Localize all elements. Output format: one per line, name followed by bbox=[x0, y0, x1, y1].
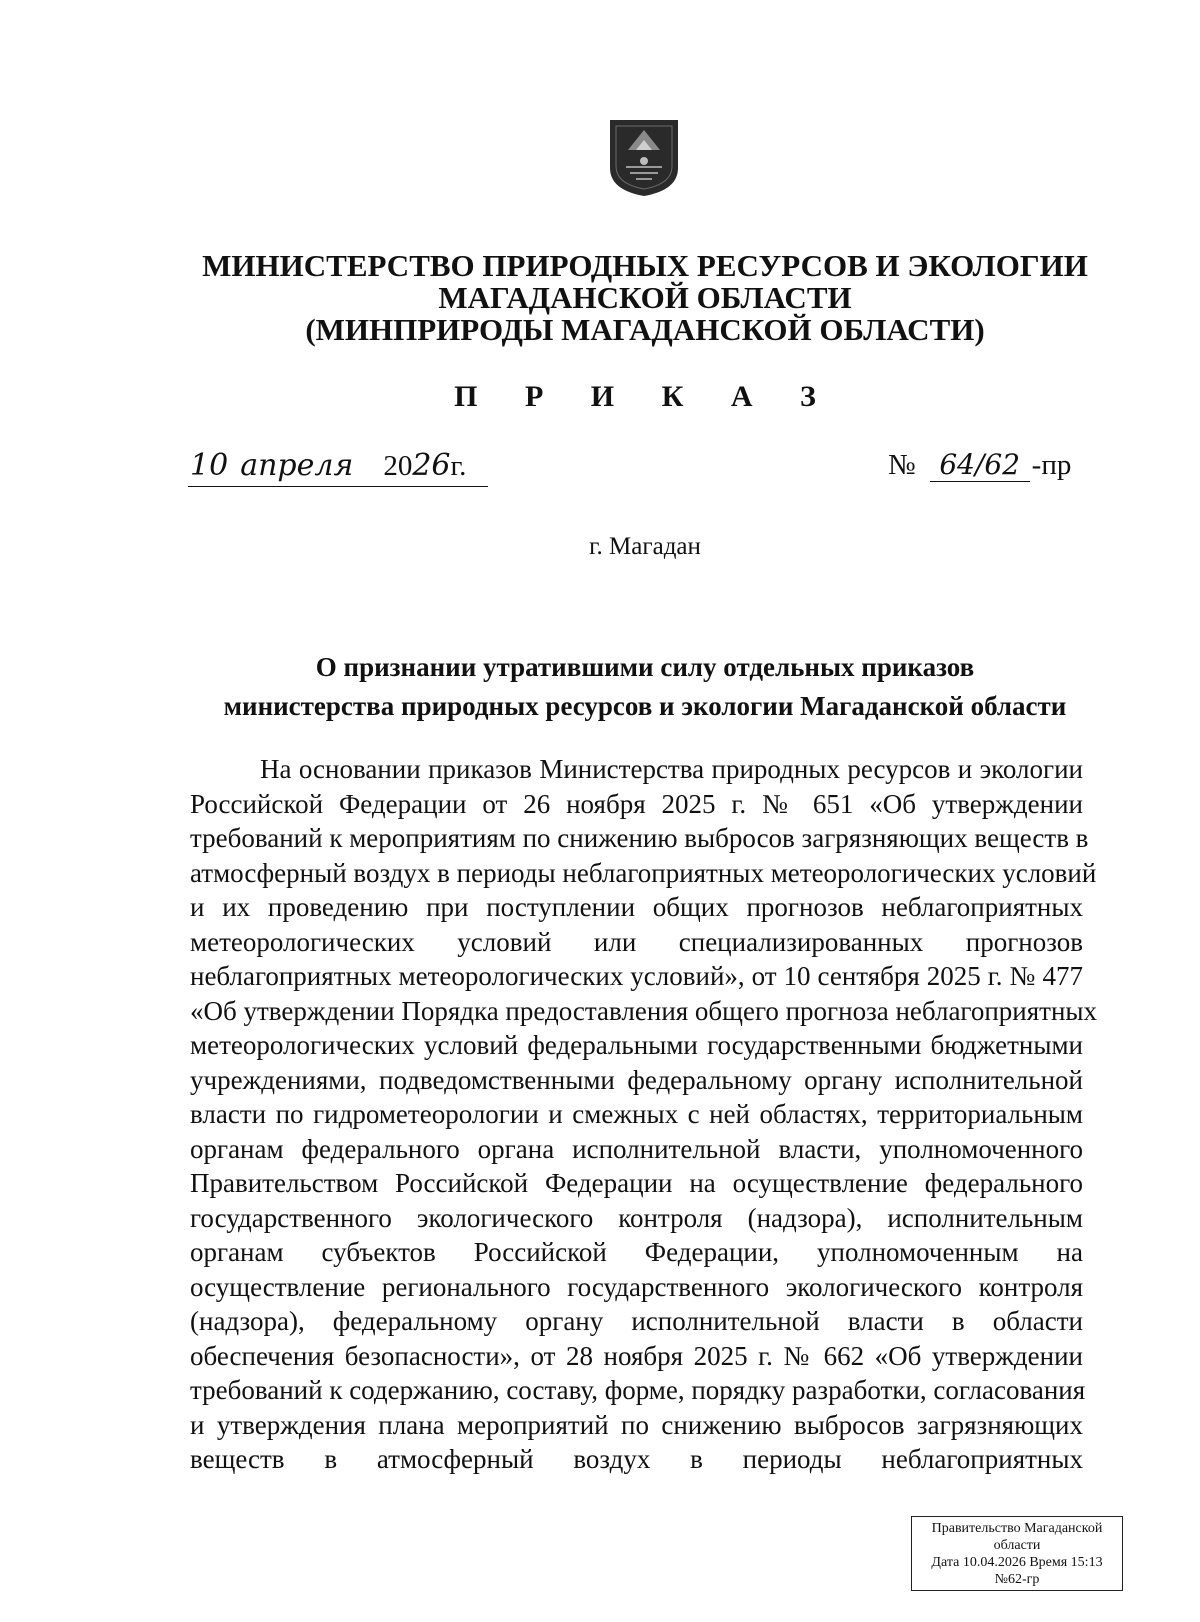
order-title bbox=[0, 648, 1200, 726]
ministry-line: МАГАДАНСКОЙ ОБЛАСТИ bbox=[438, 280, 852, 315]
body-line: «Об утверждении Порядка предоставления общего прогноза неблагоприятных bbox=[190, 995, 1098, 1026]
body-line: осуществление регионального государственного экологического контроля bbox=[190, 1271, 1083, 1302]
stamp-line: области bbox=[993, 1538, 1041, 1553]
date-year-prefix: 20 bbox=[383, 450, 413, 482]
body-line: и утверждения плана мероприятий по снижению выбросов загрязняющих bbox=[190, 1409, 1083, 1440]
body-line: учреждениями, подведомственными федеральному органу исполнительной bbox=[190, 1064, 1083, 1095]
body-line: власти по гидрометеорологии и смежных с ней областях, территориальным bbox=[190, 1099, 1083, 1129]
body-line: метеорологических условий или специализированных прогнозов bbox=[190, 926, 1083, 957]
body-line: метеорологических условий федеральными государственными бюджетными bbox=[190, 1030, 1083, 1060]
body-line: На основании приказов Министерства природных ресурсов и экологии bbox=[260, 754, 1083, 784]
body-line: государственного экологического контроля (надзора), исполнительным bbox=[190, 1202, 1083, 1233]
date-underline bbox=[188, 486, 488, 487]
registration-stamp bbox=[911, 1516, 1123, 1591]
stamp-line: Дата 10.04.2026 Время 15:13 bbox=[931, 1555, 1103, 1570]
stamp-line: №62-гр bbox=[994, 1572, 1040, 1587]
ministry-line: (МИНПРИРОДЫ МАГАДАНСКОЙ ОБЛАСТИ) bbox=[305, 312, 985, 347]
body-line: веществ в атмосферный воздух в периоды неблагоприятных bbox=[190, 1444, 1083, 1474]
body-line: органам субъектов Российской Федерации, уполномоченным на bbox=[190, 1237, 1083, 1267]
body-line: неблагоприятных метеорологических условий», от 10 сентября 2025 г. № 477 bbox=[190, 961, 1083, 991]
number-suffix: -пр bbox=[1031, 449, 1072, 481]
body-line: требований к мероприятиям по снижению выбросов загрязняющих веществ в bbox=[190, 823, 1089, 853]
coat-of-arms-emblem bbox=[606, 116, 682, 198]
stamp-line: Правительство Магаданской bbox=[931, 1521, 1103, 1536]
city-location: г. Магадан bbox=[589, 533, 701, 560]
number-value: 64/62 bbox=[930, 448, 1030, 482]
body-line: органам федерального органа исполнительной власти, уполномоченного bbox=[190, 1133, 1083, 1164]
document-type: П Р И К А З bbox=[454, 380, 836, 413]
date-month: апреля bbox=[240, 448, 354, 483]
order-date bbox=[190, 448, 495, 483]
date-day: 10 bbox=[190, 448, 229, 483]
ministry-header bbox=[0, 250, 1200, 346]
ministry-line: МИНИСТЕРСТВО ПРИРОДНЫХ РЕСУРСОВ И ЭКОЛОГИИ bbox=[202, 248, 1088, 283]
order-body bbox=[190, 752, 1098, 1477]
body-line: Российской Федерации от 26 ноября 2025 г. № 651 «Об утверждении bbox=[190, 788, 1083, 819]
body-line: требований к содержанию, составу, форме, порядку разработки, согласования bbox=[190, 1375, 1086, 1405]
body-line: Правительством Российской Федерации на осуществление федерального bbox=[190, 1168, 1083, 1198]
body-line: (надзора), федеральному органу исполнительной власти в области bbox=[190, 1306, 1083, 1336]
date-year-mark: г. bbox=[450, 450, 467, 482]
number-sign: № bbox=[888, 449, 916, 481]
body-line: атмосферный воздух в периоды неблагоприятных метеорологических условий bbox=[190, 857, 1097, 888]
title-line: О признании утратившими силу отдельных приказов bbox=[315, 652, 975, 682]
body-line: обеспечения безопасности», от 28 ноября 2025 г. № 662 «Об утверждении bbox=[190, 1340, 1083, 1371]
order-number bbox=[888, 448, 1071, 482]
date-year-suffix: 26 bbox=[412, 448, 451, 483]
title-line: министерства природных ресурсов и экологии Магаданской области bbox=[223, 691, 1067, 721]
body-line: и их проведению при поступлении общих прогнозов неблагоприятных bbox=[190, 892, 1083, 922]
